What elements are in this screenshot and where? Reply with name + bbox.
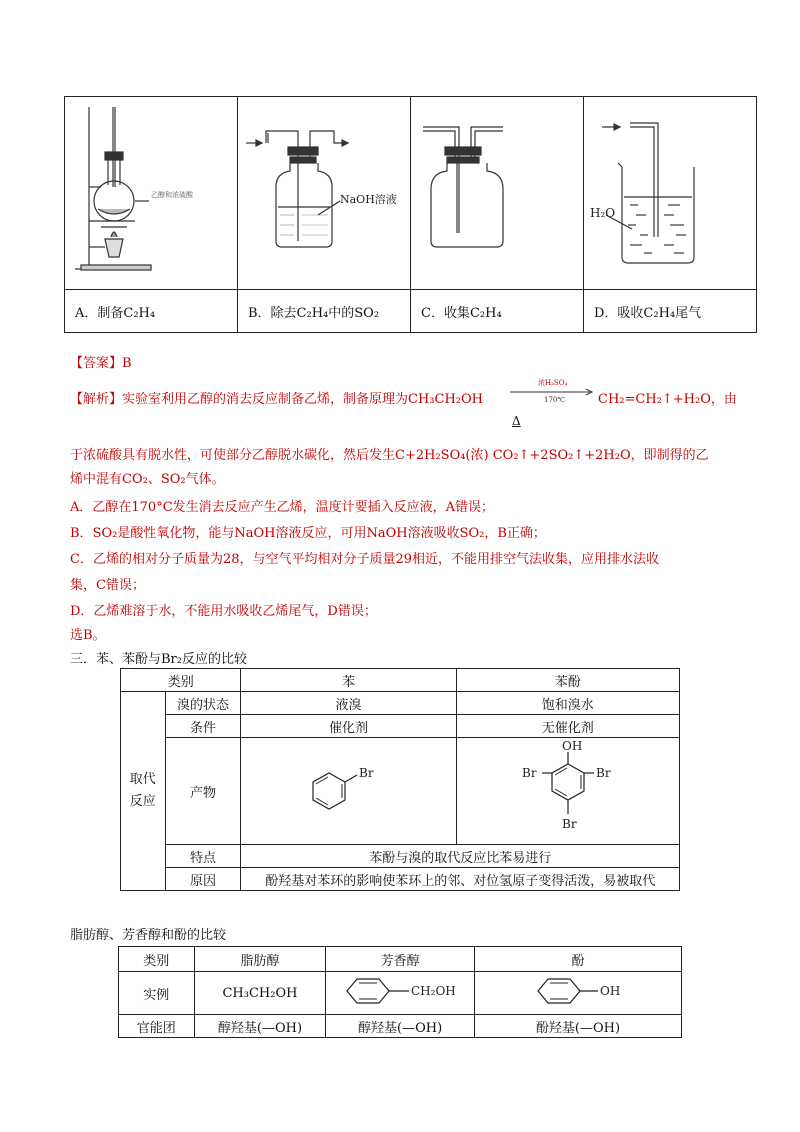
ex-aromatic xyxy=(326,972,475,1015)
feature-text: 苯酚与溴的取代反应比苯易进行 xyxy=(241,845,680,868)
analysis-line-1 xyxy=(70,388,483,407)
analysis-text-1a: 实验室利用乙醇的消去反应制备乙烯，制备原理为CH₃CH₂OH xyxy=(122,392,484,407)
answer-value: B xyxy=(122,356,132,371)
bromobenzene-structure xyxy=(299,759,399,819)
label-b: B．除去C₂H₄中的SO₂ xyxy=(238,290,411,333)
row-fg-label: 官能团 xyxy=(119,1015,195,1038)
figure-d xyxy=(584,97,757,290)
fg-aromatic: 醇羟基(—OH) xyxy=(326,1015,475,1038)
naoh-wash-bottle xyxy=(238,97,410,285)
row-condition-label: 条件 xyxy=(165,715,241,738)
state-phenol: 饱和溴水 xyxy=(456,692,679,715)
ch2oh-group: CH₂OH xyxy=(411,984,456,998)
h-fatty: 脂肪醇 xyxy=(194,947,326,972)
analysis-text-1b: CH₂=CH₂↑+H₂O，由 xyxy=(598,392,737,407)
gas-collection-bottle xyxy=(411,97,583,285)
figure-c xyxy=(411,97,584,290)
section3-title: 三．苯、苯酚与Br₂反应的比较 xyxy=(70,652,247,667)
condition-top: 浓H₂SO₄ xyxy=(538,379,568,387)
reason-text: 酚羟基对苯环的影响使苯环上的邻、对位氢原子变得活泼，易被取代 xyxy=(241,868,680,891)
figure-b xyxy=(238,97,411,290)
product-phenol xyxy=(456,738,679,845)
analysis-line-8: D．乙烯难溶于水，不能用水吸收乙烯尾气，D错误； xyxy=(70,604,377,619)
br2-comparison-table xyxy=(120,668,680,891)
answer-line xyxy=(70,352,132,371)
condition-phenol: 无催化剂 xyxy=(456,715,679,738)
ex-phenol xyxy=(474,972,681,1015)
label-c: C．收集C₂H₄ xyxy=(411,290,584,333)
alcohol-comparison-table xyxy=(118,946,682,1038)
phenol-structure xyxy=(518,973,638,1009)
h-aromatic: 芳香醇 xyxy=(326,947,475,972)
state-benzene: 液溴 xyxy=(241,692,456,715)
h-phenol: 酚 xyxy=(474,947,681,972)
row-state-label: 溴的状态 xyxy=(165,692,241,715)
fig-a-note: 乙醇和浓硫酸 xyxy=(151,191,193,199)
fg-fatty: 醇羟基(—OH) xyxy=(194,1015,326,1038)
analysis-line-3: 烯中混有CO₂、SO₂气体。 xyxy=(70,472,225,487)
row-product-label: 产物 xyxy=(165,738,241,845)
tribromophenol-structure xyxy=(508,738,628,840)
br-left: Br xyxy=(521,766,537,780)
oh-group-phenol: OH xyxy=(599,984,621,998)
br-substituent: Br xyxy=(358,766,374,780)
analysis-line-4: A．乙醇在170°C发生消去反应产生乙烯，温度计要插入反应液，A错误； xyxy=(70,500,495,515)
reaction-condition-arrow xyxy=(510,378,594,404)
label-a: A．制备C₂H₄ xyxy=(65,290,238,333)
h-type: 类别 xyxy=(119,947,195,972)
header-benzene: 苯 xyxy=(241,669,456,692)
br-right: Br xyxy=(595,766,611,780)
water-absorption-beaker xyxy=(584,97,756,285)
reaction-arrow-icon xyxy=(510,388,594,396)
figure-a xyxy=(65,97,238,290)
oh-group: OH xyxy=(561,739,583,753)
row-feature-label: 特点 xyxy=(165,845,241,868)
product-benzene xyxy=(241,738,456,845)
condition-benzene: 催化剂 xyxy=(241,715,456,738)
fig-b-note: NaOH溶液 xyxy=(340,193,397,206)
analysis-line-2: 于浓硫酸具有脱水性，可使部分乙醇脱水碳化，然后发生C+2H₂SO₄(浓) CO₂↑+2SO₂↑+2H₂O，即制得的乙 xyxy=(70,448,709,463)
header-type: 类别 xyxy=(121,669,241,692)
condition-bottom: 170℃ xyxy=(544,396,566,404)
row-reason-label: 原因 xyxy=(165,868,241,891)
heat-delta: Δ xyxy=(512,414,521,428)
ethylene-preparation-apparatus xyxy=(65,97,237,285)
analysis-line-9: 选B。 xyxy=(70,628,106,643)
answer-tag: 【答案】 xyxy=(70,356,123,371)
row-example-label: 实例 xyxy=(119,972,195,1015)
analysis-tag: 【解析】 xyxy=(70,392,123,407)
label-d: D．吸收C₂H₄尾气 xyxy=(584,290,757,333)
analysis-line-5: B．SO₂是酸性氧化物，能与NaOH溶液反应，可用NaOH溶液吸收SO₂，B正确； xyxy=(70,526,546,541)
section4-title: 脂肪醇、芳香醇和酚的比较 xyxy=(70,928,227,943)
analysis-line-6: C．乙烯的相对分子质量为28，与空气平均相对分子质量29相近，不能用排空气法收集，应用排水法收 xyxy=(70,552,660,567)
fig-d-note: H₂O xyxy=(590,206,616,220)
br-bottom: Br xyxy=(561,817,577,831)
analysis-line-7: 集，C错误； xyxy=(70,578,145,593)
benzyl-alcohol-structure xyxy=(335,973,465,1009)
group-substitution: 取代 反应 xyxy=(121,692,166,891)
header-phenol: 苯酚 xyxy=(456,669,679,692)
ex-fatty: CH₃CH₂OH xyxy=(194,972,326,1015)
fg-phenol: 酚羟基(—OH) xyxy=(474,1015,681,1038)
apparatus-table xyxy=(64,96,757,333)
